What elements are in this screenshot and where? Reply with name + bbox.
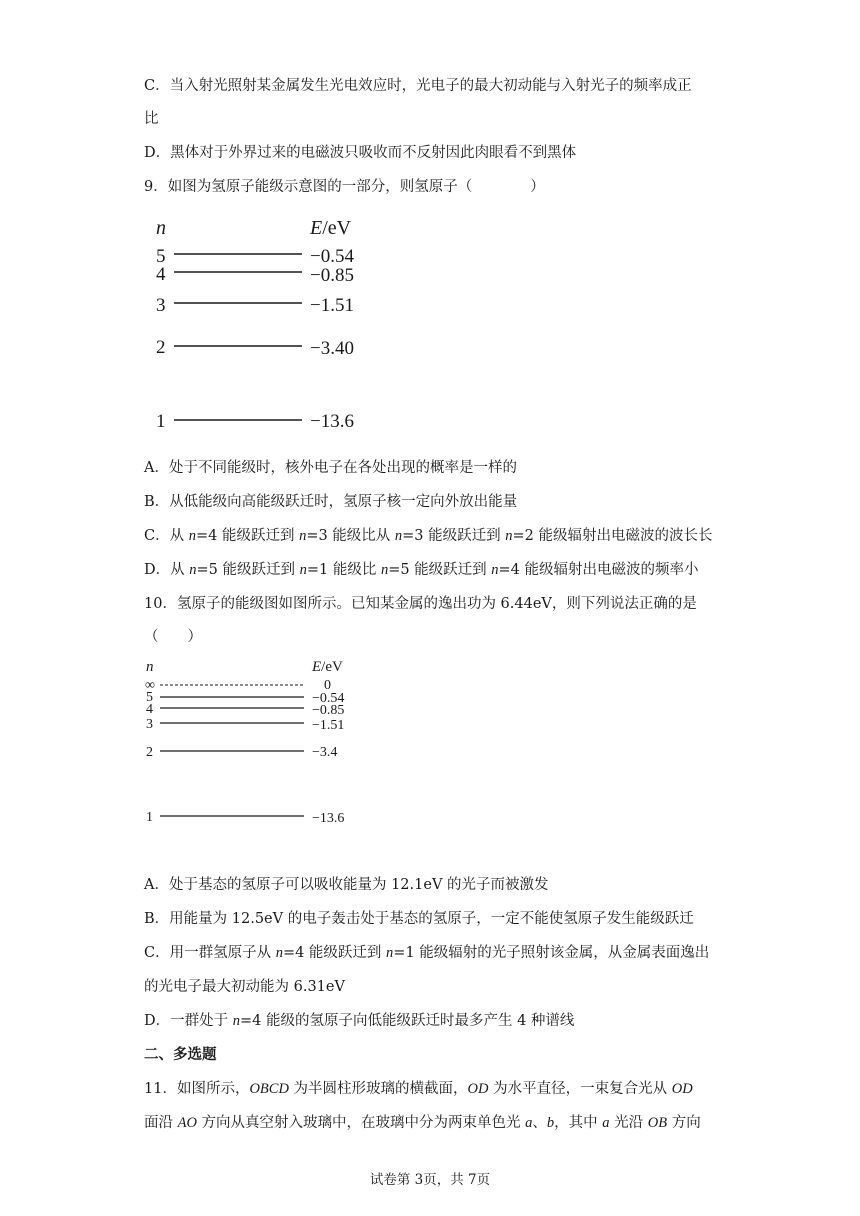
- q10-level-3: [146, 717, 344, 733]
- svg-text:−1.51: −1.51: [312, 718, 345, 733]
- svg-text:−0.54: −0.54: [312, 691, 345, 706]
- q10-stem-line1: 10．氢原子的能级图如图所示。已知某金属的逸出功为 6.44eV，则下列说法正确的是: [144, 596, 697, 612]
- q9-e-axis-label: E/eV: [310, 217, 352, 239]
- q9-level-4: [156, 264, 354, 286]
- q9-n-axis-label: n: [156, 217, 166, 239]
- svg-text:5: 5: [156, 246, 166, 267]
- q10-e-axis-label: E/eV: [312, 659, 343, 675]
- q9-level-5: [156, 246, 354, 267]
- q9-level-3: [156, 295, 354, 316]
- q11-stem-line1: 11．如图所示，OBCD 为半圆柱形玻璃的横截面，OD 为水平直径，一束复合光从 OD: [144, 1081, 693, 1097]
- q10-option-b: B．用能量为 12.5eV 的电子轰击处于基态的氢原子，一定不能使氢原子发生能级跃迁: [144, 911, 694, 927]
- q10-option-a: A．处于基态的氢原子可以吸收能量为 12.1eV 的光子而被激发: [144, 877, 549, 893]
- q10-option-c-line2: 的光电子最大初动能为 6.31eV: [144, 979, 345, 995]
- svg-text:1: 1: [156, 411, 166, 432]
- svg-text:−0.54: −0.54: [310, 246, 354, 267]
- q9-energy-level-diagram: [150, 212, 390, 437]
- q9-option-b: B．从低能级向高能级跃迁时，氢原子核一定向外放出能量: [144, 494, 518, 510]
- q9-level-2: [156, 337, 354, 359]
- section-heading-multiple-choice: 二、多选题: [144, 1046, 217, 1063]
- svg-text:∞: ∞: [145, 678, 155, 693]
- q10-level-infinity: [145, 678, 331, 693]
- svg-text:3: 3: [146, 717, 153, 732]
- q10-option-c-line1: C．用一群氢原子从 n=4 能级跃迁到 n=1 能级辐射的光子照射该金属，从金属表面逸出: [144, 945, 710, 961]
- svg-text:2: 2: [146, 745, 153, 760]
- page-footer: 试卷第 3页，共 7页: [369, 1172, 491, 1188]
- q10-stem-line2: （ ）: [144, 629, 202, 645]
- svg-text:−13.6: −13.6: [312, 811, 345, 826]
- q8-option-c-line1: C．当入射光照射某金属发生光电效应时，光电子的最大初动能与入射光子的频率成正: [144, 78, 692, 94]
- svg-text:−13.6: −13.6: [310, 411, 354, 432]
- svg-text:5: 5: [146, 690, 153, 705]
- svg-text:−0.85: −0.85: [310, 265, 354, 286]
- svg-text:4: 4: [156, 264, 166, 285]
- q9-stem: 9．如图为氢原子能级示意图的一部分，则氢原子（ ）: [144, 179, 545, 195]
- q9-option-c: C．从 n=4 能级跃迁到 n=3 能级比从 n=3 能级跃迁到 n=2 能级辐射出电磁波的波长长: [144, 528, 713, 544]
- svg-text:−3.40: −3.40: [310, 338, 354, 359]
- svg-text:0: 0: [324, 678, 331, 693]
- q9-level-1: [156, 411, 354, 432]
- svg-text:3: 3: [156, 295, 166, 316]
- q9-option-d: D．从 n=5 能级跃迁到 n=1 能级比 n=5 能级跃迁到 n=4 能级辐射出电磁波的频率小: [144, 562, 699, 578]
- svg-text:−3.4: −3.4: [312, 745, 338, 760]
- q8-option-c-line2: 比: [144, 111, 159, 127]
- q10-n-axis-label: n: [146, 659, 154, 675]
- svg-text:4: 4: [146, 702, 153, 717]
- svg-text:−1.51: −1.51: [310, 295, 354, 316]
- q10-level-2: [146, 745, 337, 760]
- q10-level-1: [146, 810, 344, 826]
- svg-text:2: 2: [156, 337, 166, 358]
- q11-stem-line2: 面沿 AO 方向从真空射入玻璃中，在玻璃中分为两束单色光 a、b，其中 a 光沿 OB 方向: [144, 1115, 701, 1131]
- q10-option-d: D．一群处于 n=4 能级的氢原子向低能级跃迁时最多产生 4 种谱线: [144, 1013, 575, 1029]
- q10-energy-level-diagram: [142, 655, 372, 830]
- q8-option-d: D．黑体对于外界过来的电磁波只吸收而不反射因此肉眼看不到黑体: [144, 145, 577, 161]
- svg-text:−0.85: −0.85: [312, 703, 345, 718]
- q9-option-a: A．处于不同能级时，核外电子在各处出现的概率是一样的: [144, 460, 517, 476]
- q10-level-4: [146, 702, 344, 718]
- svg-text:1: 1: [146, 810, 153, 825]
